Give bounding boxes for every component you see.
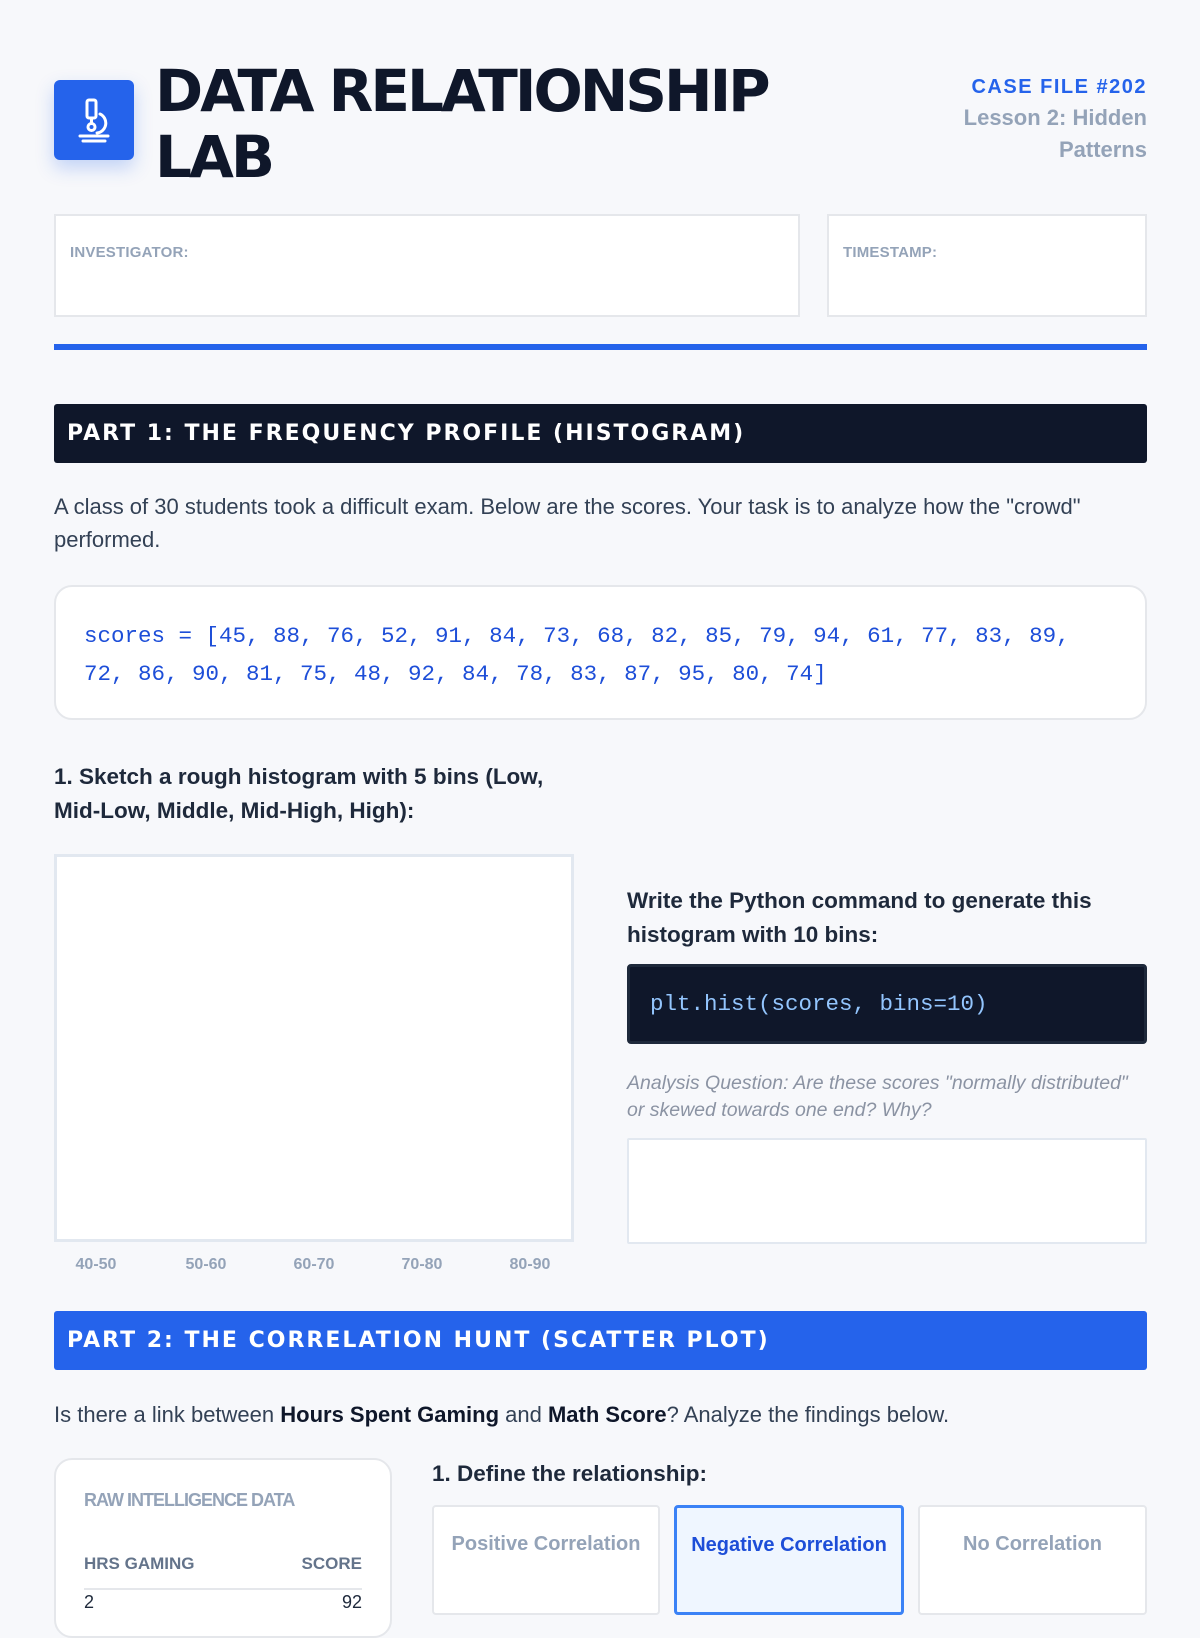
row-hours-cell: 2	[84, 1592, 95, 1612]
timestamp-label: TIMESTAMP:	[843, 244, 938, 261]
raw-data-title: RAW INTELLIGENCE DATA	[84, 1490, 295, 1510]
bin-label: 50-60	[185, 1256, 227, 1273]
scores-code-block: scores = [45, 88, 76, 52, 91, 84, 73, 68, 82, 85, 79, 94, 61, 77, 83, 89, 72, 86, 90, 81, 75, 48, 92, 84, 78, 83, 87, 95, 80, 74]	[54, 585, 1147, 720]
case-info	[907, 72, 1147, 166]
python-command-answer[interactable]: plt.hist(scores, bins=10)	[627, 964, 1147, 1044]
intro-suffix: ? Analyze the findings below.	[666, 1402, 950, 1427]
bin-label: 80-90	[509, 1256, 551, 1273]
case-number: CASE FILE #202	[971, 76, 1147, 98]
investigator-label: INVESTIGATOR:	[70, 244, 189, 261]
intro-var-gaming: Hours Spent Gaming	[280, 1402, 500, 1427]
choice-label: No Correlation	[963, 1533, 1102, 1555]
python-command-question: Write the Python command to generate this histogram with 10 bins:	[627, 888, 1092, 947]
part1-heading: PART 1: THE FREQUENCY PROFILE (HISTOGRAM)	[54, 404, 1147, 463]
intro-var-score: Math Score	[547, 1402, 667, 1427]
timestamp-field[interactable]	[827, 214, 1147, 317]
worksheet-page	[54, 0, 1147, 1612]
bin-label: 60-70	[293, 1256, 335, 1273]
part2-intro	[54, 1398, 1147, 1431]
histogram-sketch-area[interactable]	[54, 854, 574, 1242]
choice-no-correlation[interactable]	[918, 1505, 1147, 1615]
page-title: DATA RELATIONSHIP LAB	[155, 57, 768, 191]
col-hrs-gaming: HRS GAMING	[84, 1554, 195, 1573]
choice-negative-correlation[interactable]	[674, 1505, 904, 1615]
part1-intro: A class of 30 students took a difficult exam. Below are the scores. Your task is to analyze how the "crowd" performed.	[54, 494, 1081, 552]
raw-data-card	[54, 1458, 392, 1638]
raw-data-header	[84, 1554, 362, 1590]
bin-label: 70-80	[401, 1256, 443, 1273]
relationship-question: 1. Define the relationship:	[432, 1461, 708, 1486]
intro-mid: and	[499, 1402, 548, 1427]
investigator-field[interactable]	[54, 214, 800, 317]
analysis-question: Analysis Question: Are these scores "normally distributed" or skewed towards one end? Why?	[627, 1072, 1128, 1121]
lesson-title: Lesson 2: Hidden Patterns	[963, 105, 1147, 162]
row-score-cell: 92	[341, 1592, 362, 1612]
choice-label: Positive Correlation	[451, 1533, 641, 1555]
col-score: SCORE	[301, 1554, 362, 1573]
page-header	[54, 57, 1147, 191]
microscope-icon	[54, 80, 134, 160]
histogram-question: 1. Sketch a rough histogram with 5 bins (Low, Mid-Low, Middle, Mid-High, High):	[54, 764, 544, 823]
part2-heading: PART 2: THE CORRELATION HUNT (SCATTER PLOT)	[54, 1311, 1147, 1370]
choice-positive-correlation[interactable]	[432, 1505, 660, 1615]
analysis-answer-box[interactable]	[627, 1138, 1147, 1244]
choice-label: Negative Correlation	[691, 1534, 887, 1556]
intro-prefix: Is there a link between	[54, 1402, 281, 1427]
header-divider	[54, 344, 1147, 350]
bin-label: 40-50	[75, 1256, 117, 1273]
